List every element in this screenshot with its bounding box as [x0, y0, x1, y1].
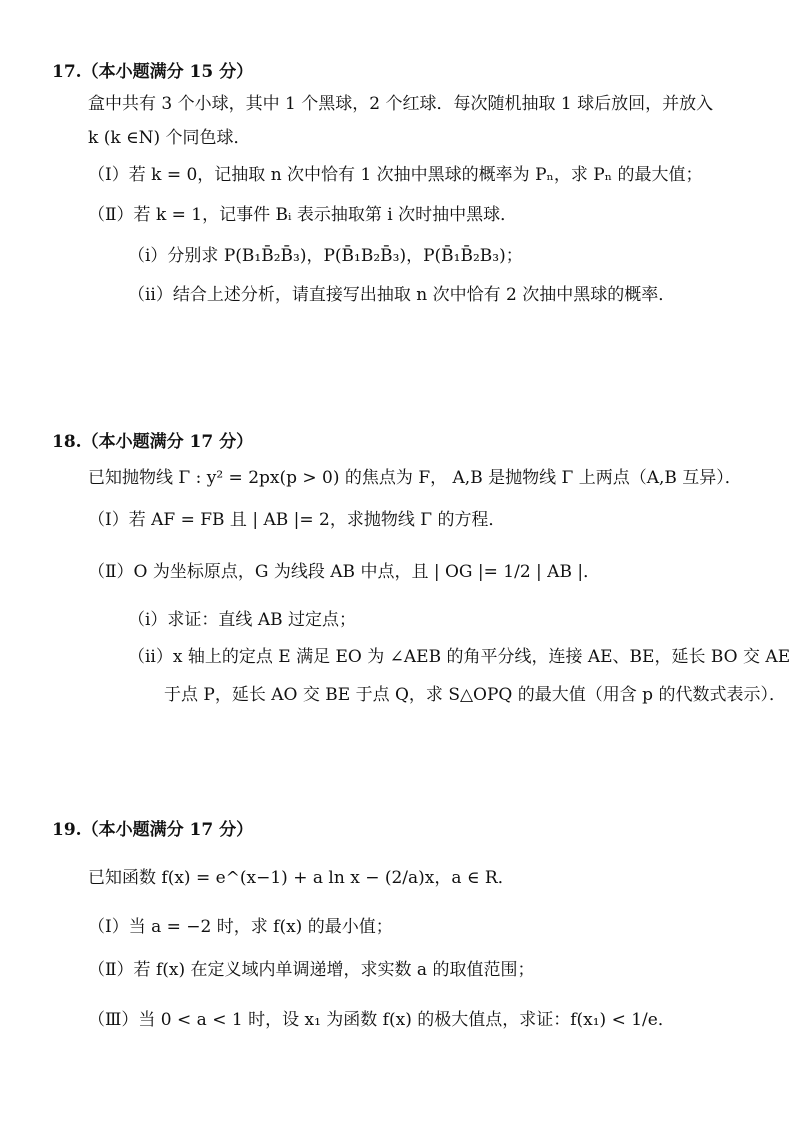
problem-17-part-1: （Ⅰ）若 k = 0，记抽取 n 次中恰有 1 次抽中黑球的概率为 Pₙ，求 Pₙ 的最大值； [88, 165, 703, 185]
problem-19-title [52, 818, 253, 842]
problem-header: （本小题满分 17 分） [81, 820, 254, 840]
problem-18-part-1: （Ⅰ）若 AF = FB 且 | AB |= 2，求抛物线 Γ 的方程． [88, 510, 506, 530]
problem-17-sub-i: （i）分别求 P(B₁B̄₂B̄₃)，P(B̄₁B₂B̄₃)，P(B̄₁B̄₂B₃)； [128, 246, 523, 266]
problem-18-intro: 已知抛物线 Γ : y² = 2px(p > 0) 的焦点为 F， A,B 是抛物线 Γ 上两点（A,B 互异）． [88, 468, 742, 488]
problem-17-part-2: （Ⅱ）若 k = 1，记事件 Bᵢ 表示抽取第 i 次时抽中黑球． [88, 205, 518, 225]
problem-number: 18. [52, 432, 82, 452]
problem-19-part-3: （Ⅲ）当 0 < a < 1 时，设 x₁ 为函数 f(x) 的极大值点，求证：f(x₁) < 1/e． [88, 1010, 675, 1030]
problem-18-sub-ii-line2: 于点 P，延长 AO 交 BE 于点 Q，求 S△OPQ 的最大值（用含 p 的代数式表示）． [164, 685, 786, 705]
problem-number: 19. [52, 820, 82, 840]
problem-17-sub-ii: （ii）结合上述分析，请直接写出抽取 n 次中恰有 2 次抽中黑球的概率． [128, 285, 676, 305]
problem-18-sub-i: （i）求证：直线 AB 过定点； [128, 610, 357, 630]
problem-17-title [52, 60, 253, 84]
problem-19-part-1: （Ⅰ）当 a = −2 时，求 f(x) 的最小值； [88, 917, 393, 937]
problem-18-sub-ii-line1: （ii）x 轴上的定点 E 满足 EO 为 ∠AEB 的角平分线，连接 AE、BE，延长 BO 交 AE [128, 647, 791, 667]
problem-17-intro-line1: 盒中共有 3 个小球，其中 1 个黑球，2 个红球．每次随机抽取 1 球后放回，并放入 [88, 94, 714, 114]
problem-header: （本小题满分 15 分） [81, 62, 254, 82]
problem-19-part-2: （Ⅱ）若 f(x) 在定义域内单调递增，求实数 a 的取值范围； [88, 960, 535, 980]
problem-header: （本小题满分 17 分） [81, 432, 254, 452]
problem-18-part-2: （Ⅱ）O 为坐标原点，G 为线段 AB 中点，且 | OG |= 1/2 | AB |． [88, 562, 601, 582]
problem-number: 17. [52, 62, 82, 82]
problem-19-intro: 已知函数 f(x) = e^(x−1) + a ln x − (2/a)x，a ∈ R． [88, 868, 515, 888]
problem-18-title [52, 430, 253, 454]
problem-17-intro-line2: k (k ∈N) 个同色球． [88, 128, 251, 148]
